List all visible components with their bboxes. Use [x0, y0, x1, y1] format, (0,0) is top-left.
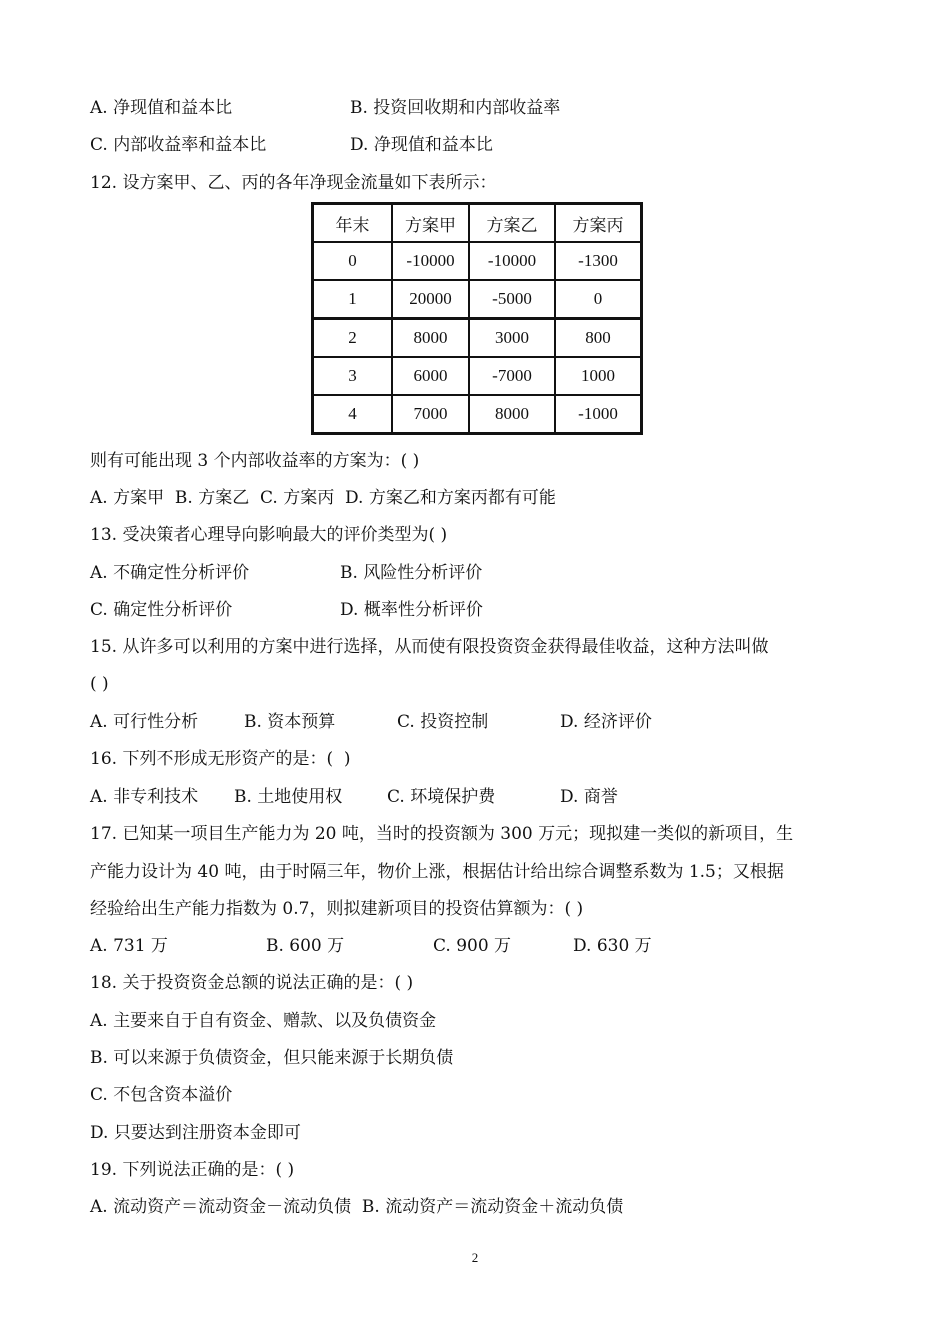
q15-option-a: A. 可行性分析	[90, 712, 199, 732]
table-cell: 20000	[392, 280, 469, 319]
table-cell: -10000	[469, 242, 555, 280]
table-cell: -7000	[469, 357, 555, 395]
q17-option-c: C. 900 万	[433, 936, 512, 956]
table-header-cell: 方案甲	[392, 204, 469, 243]
table-cell: 6000	[392, 357, 469, 395]
table-cell: 4	[313, 395, 393, 434]
cash-flow-table	[311, 202, 643, 435]
q16-option-c: C. 环境保护费	[387, 787, 496, 807]
q17-stem-line2: 产能力设计为 40 吨，由于时隔三年，物价上涨，根据估计给出综合调整系数为 1.5；又根据	[90, 862, 784, 882]
q11-option-a: A. 净现值和益本比	[90, 98, 233, 118]
q17-option-d: D. 630 万	[573, 936, 652, 956]
q17-option-a: A. 731 万	[90, 936, 168, 956]
q17-stem-line3: 经验给出生产能力指数为 0.7，则拟建新项目的投资估算额为：( )	[90, 899, 584, 919]
table-header-cell: 年末	[313, 204, 393, 243]
table-cell: 1	[313, 280, 393, 319]
q16-option-b: B. 土地使用权	[234, 787, 343, 807]
q18-option-a: A. 主要来自于自有资金、赠款、以及负债资金	[90, 1011, 437, 1031]
table-row	[313, 357, 642, 395]
q11-option-c: C. 内部收益率和益本比	[90, 135, 267, 155]
q13-stem: 13. 受决策者心理导向影响最大的评价类型为( )	[90, 525, 448, 545]
table-header-cell: 方案丙	[555, 204, 642, 243]
table-row	[313, 395, 642, 434]
table-cell: 800	[555, 319, 642, 358]
q12-options: A. 方案甲 B. 方案乙 C. 方案丙 D. 方案乙和方案丙都有可能	[90, 488, 556, 508]
q11-option-d: D. 净现值和益本比	[350, 135, 493, 155]
q12-question: 则有可能出现 3 个内部收益率的方案为：( )	[90, 451, 420, 471]
table-cell: -10000	[392, 242, 469, 280]
table-row	[313, 319, 642, 358]
table-cell: 7000	[392, 395, 469, 434]
q12-stem: 12. 设方案甲、乙、丙的各年净现金流量如下表所示：	[90, 173, 497, 193]
table-cell: 8000	[469, 395, 555, 434]
table-cell: 3	[313, 357, 393, 395]
table-row	[313, 280, 642, 319]
table-cell: 0	[313, 242, 393, 280]
q19-options: A. 流动资产＝流动资金－流动负债 B. 流动资产＝流动资金＋流动负债	[90, 1197, 624, 1217]
q18-stem: 18. 关于投资资金总额的说法正确的是：( )	[90, 973, 414, 993]
q13-option-b: B. 风险性分析评价	[340, 563, 483, 583]
q16-option-d: D. 商誉	[560, 787, 618, 807]
q11-option-b: B. 投资回收期和内部收益率	[350, 98, 561, 118]
q18-option-c: C. 不包含资本溢价	[90, 1085, 233, 1105]
table-header-row	[313, 204, 642, 243]
table-cell: 3000	[469, 319, 555, 358]
q19-stem: 19. 下列说法正确的是：( )	[90, 1160, 295, 1180]
q15-option-c: C. 投资控制	[397, 712, 489, 732]
q13-option-d: D. 概率性分析评价	[340, 600, 483, 620]
table-cell: -5000	[469, 280, 555, 319]
table-row	[313, 242, 642, 280]
q17-option-b: B. 600 万	[266, 936, 345, 956]
q18-option-d: D. 只要达到注册资本金即可	[90, 1123, 301, 1143]
q15-stem-line2: ( )	[90, 674, 109, 694]
page-number: 2	[471, 1250, 479, 1265]
q13-option-a: A. 不确定性分析评价	[90, 563, 250, 583]
q15-option-b: B. 资本预算	[244, 712, 336, 732]
table-cell: 1000	[555, 357, 642, 395]
table-header-cell: 方案乙	[469, 204, 555, 243]
q13-option-c: C. 确定性分析评价	[90, 600, 233, 620]
table-cell: 8000	[392, 319, 469, 358]
q18-option-b: B. 可以来源于负债资金，但只能来源于长期负债	[90, 1048, 454, 1068]
q16-option-a: A. 非专利技术	[90, 787, 199, 807]
q15-stem-line1: 15. 从许多可以利用的方案中进行选择，从而使有限投资资金获得最佳收益，这种方法叫做	[90, 637, 769, 657]
q16-stem: 16. 下列不形成无形资产的是：( )	[90, 749, 351, 769]
q15-option-d: D. 经济评价	[560, 712, 652, 732]
q17-stem-line1: 17. 已知某一项目生产能力为 20 吨，当时的投资额为 300 万元；现拟建一类似的新项目，生	[90, 824, 794, 844]
table-cell: -1300	[555, 242, 642, 280]
table-cell: -1000	[555, 395, 642, 434]
table-cell: 0	[555, 280, 642, 319]
table-cell: 2	[313, 319, 393, 358]
